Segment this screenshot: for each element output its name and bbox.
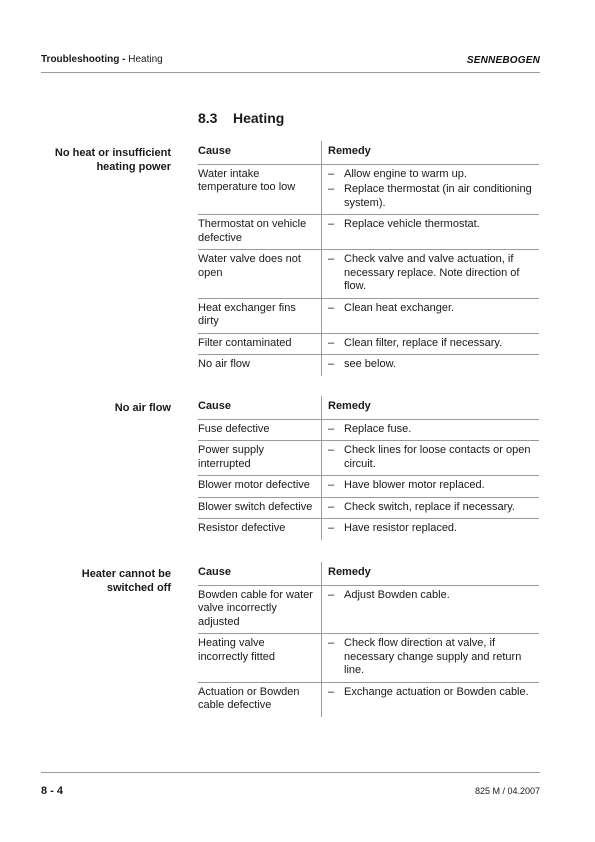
remedy-text: Check switch, replace if necessary. (344, 500, 515, 513)
remedy-text: Have resistor replaced. (344, 522, 458, 534)
problem-label-line: Heater cannot be (81, 568, 171, 580)
table-row (198, 419, 539, 441)
dash-bullet: – (328, 167, 335, 180)
remedy-item (328, 589, 539, 603)
dash-bullet: – (328, 685, 335, 698)
header-section: Troubleshooting - (41, 54, 129, 65)
dash-bullet: – (328, 522, 335, 534)
dash-bullet: – (328, 444, 335, 456)
document-reference: 825 M / 04.2007 (474, 786, 540, 796)
table-row (198, 333, 539, 355)
remedy-text: Clean filter, replace if necessary. (344, 336, 503, 349)
remedy-item (328, 183, 539, 210)
remedy-header: Remedy (322, 562, 540, 585)
dash-bullet: – (328, 183, 335, 195)
table-row (198, 164, 539, 215)
cause-cell: Filter contaminated (198, 333, 322, 355)
remedy-cell (322, 333, 540, 355)
remedy-cell (322, 519, 540, 540)
table-row (198, 497, 539, 519)
dash-bullet: – (328, 479, 335, 491)
dash-bullet: – (328, 500, 335, 513)
table-row (198, 476, 539, 498)
remedy-text: Adjust Bowden cable. (344, 588, 450, 601)
dash-bullet: – (328, 301, 335, 314)
remedy-item (328, 168, 539, 182)
table-row (198, 634, 539, 683)
page-header (41, 52, 540, 73)
remedy-cell (322, 441, 540, 476)
remedy-header: Remedy (322, 396, 540, 419)
dash-bullet: – (328, 336, 335, 349)
cause-cell: Power supply interrupted (198, 441, 322, 476)
page-number: 8 - 4 (41, 785, 64, 797)
remedy-item (328, 637, 539, 678)
remedy-text: Replace fuse. (344, 422, 412, 435)
table-header-row (198, 562, 539, 585)
remedy-item (328, 479, 539, 493)
cause-cell: Resistor defective (198, 522, 286, 534)
cause-cell: Water valve does not open (198, 250, 322, 299)
remedy-cell (322, 215, 540, 250)
remedy-cell (322, 476, 540, 498)
cause-cell: Thermostat on vehicle defective (198, 215, 322, 250)
remedy-text: Have blower motor replaced. (344, 479, 485, 491)
table-row (198, 355, 539, 376)
table-row (198, 298, 539, 333)
page-footer (41, 772, 540, 797)
cause-header: Cause (198, 141, 322, 164)
remedy-cell (322, 250, 540, 299)
remedy-cell (322, 497, 540, 519)
remedy-cell (322, 682, 540, 717)
dash-bullet: – (328, 637, 335, 649)
remedy-text: Allow engine to warm up. (344, 167, 467, 180)
header-breadcrumb (41, 54, 163, 65)
remedy-text: Exchange actuation or Bowden cable. (344, 685, 529, 698)
table-row (198, 519, 539, 540)
troubleshooting-table-3 (198, 562, 539, 717)
cause-cell: Bowden cable for water valve incorrectly adjusted (198, 585, 322, 634)
table-row (198, 682, 539, 717)
remedy-text: Check lines for loose contacts or open circuit. (344, 444, 531, 470)
table-row (198, 585, 539, 634)
cause-cell: Heat exchanger fins dirty (198, 298, 322, 333)
section-title: Heating (233, 110, 285, 126)
remedy-item (328, 522, 539, 536)
remedy-item (328, 501, 539, 515)
cause-header: Cause (198, 396, 322, 419)
dash-bullet: – (328, 358, 335, 370)
remedy-item (328, 337, 539, 351)
problem-label-line: heating power (96, 161, 171, 173)
cause-cell: Heating valve incorrectly fitted (198, 634, 322, 683)
table-row (198, 441, 539, 476)
remedy-item (328, 218, 539, 232)
remedy-text: Check valve and valve actuation, if necessary replace. Note direction of flow. (344, 253, 520, 292)
table-header-row (198, 141, 539, 164)
problem-label-2 (41, 401, 171, 415)
cause-cell: Blower switch defective (198, 497, 322, 519)
remedy-header: Remedy (322, 141, 540, 164)
remedy-cell (322, 419, 540, 441)
remedy-cell (322, 355, 540, 376)
remedy-item (328, 302, 539, 316)
troubleshooting-table-2 (198, 396, 539, 540)
cause-cell: Fuse defective (198, 419, 322, 441)
remedy-item (328, 253, 539, 294)
cause-cell: Water intake temperature too low (198, 164, 322, 215)
remedy-cell (322, 634, 540, 683)
cause-cell: No air flow (198, 358, 250, 370)
remedy-item (328, 444, 539, 471)
dash-bullet: – (328, 218, 335, 230)
remedy-text: see below. (344, 358, 396, 370)
remedy-item (328, 423, 539, 437)
remedy-cell (322, 585, 540, 634)
section-number: 8.3 (198, 110, 218, 126)
table-row (198, 250, 539, 299)
table-header-row (198, 396, 539, 419)
table-row (198, 215, 539, 250)
remedy-text: Clean heat exchanger. (344, 301, 455, 314)
dash-bullet: – (328, 588, 335, 601)
remedy-text: Replace thermostat (in air conditioning system). (344, 183, 532, 209)
cause-header: Cause (198, 562, 322, 585)
remedy-item (328, 358, 539, 372)
remedy-text: Check flow direction at valve, if necessary change supply and return line. (344, 637, 522, 676)
troubleshooting-table-1 (198, 141, 539, 376)
problem-label-1 (41, 146, 171, 174)
remedy-text: Replace vehicle thermostat. (344, 218, 480, 230)
brand-logo: SENNEBOGEN (466, 55, 540, 66)
dash-bullet: – (328, 422, 335, 435)
section-heading (198, 110, 284, 126)
problem-label-line: No heat or insufficient (54, 147, 171, 159)
problem-label-line: No air flow (114, 402, 171, 414)
dash-bullet: – (328, 253, 335, 265)
problem-label-3 (41, 567, 171, 595)
cause-cell: Actuation or Bowden cable defective (198, 685, 300, 711)
remedy-cell (322, 164, 540, 215)
cause-cell: Blower motor defective (198, 476, 322, 498)
header-subsection: Heating (128, 54, 163, 65)
remedy-cell (322, 298, 540, 333)
problem-label-line: switched off (106, 582, 171, 594)
remedy-item (328, 686, 539, 700)
